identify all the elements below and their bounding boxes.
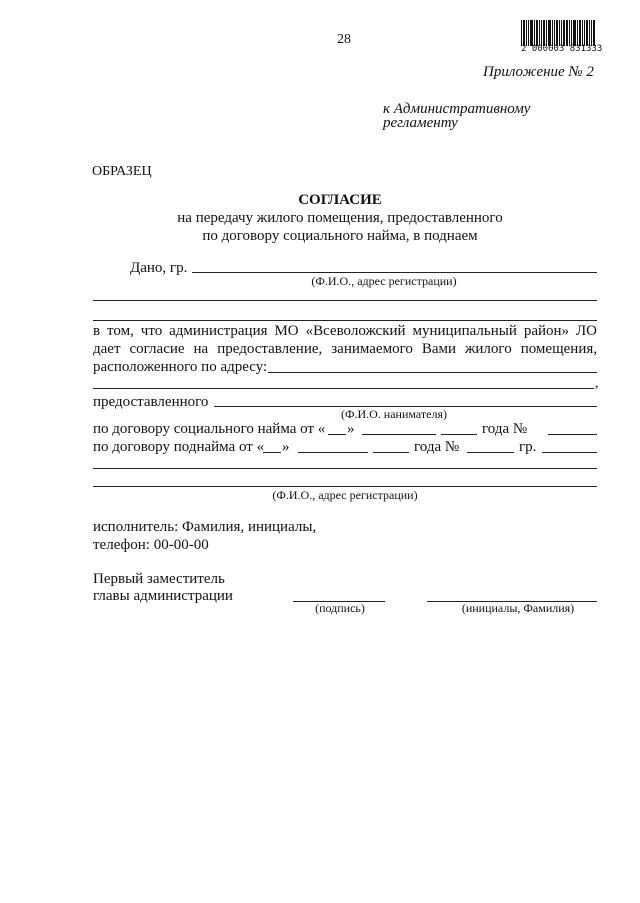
- document-title: СОГЛАСИЕ: [298, 192, 382, 208]
- barcode-bar: [566, 20, 568, 46]
- barcode-bar: [541, 20, 542, 46]
- barcode-bar: [589, 20, 590, 46]
- paragraph-line1: в том, что администрация МО «Всеволожский муниципальный район» ЛО: [93, 323, 597, 339]
- barcode: [521, 20, 601, 46]
- address-line-2[interactable]: [93, 320, 597, 321]
- barcode-bar: [528, 20, 529, 46]
- appendix-to-line2: регламенту: [383, 115, 458, 131]
- social-contract-month-field[interactable]: [362, 434, 436, 435]
- signature-hint: (подпись): [315, 601, 365, 615]
- barcode-bar: [543, 20, 545, 46]
- year-no-label-1: года №: [482, 421, 528, 437]
- barcode-bar: [548, 20, 551, 46]
- executor-phone: телефон: 00-00-00: [93, 537, 209, 553]
- barcode-bar: [582, 20, 583, 46]
- barcode-bar: [552, 20, 553, 46]
- address-field-line[interactable]: [268, 372, 597, 373]
- barcode-bar: [526, 20, 527, 46]
- appendix-to-line1: к Административному: [383, 101, 531, 117]
- citizen-line-1[interactable]: [93, 468, 597, 469]
- executor-line1: исполнитель: Фамилия, инициалы,: [93, 519, 317, 535]
- position-line1: Первый заместитель: [93, 571, 225, 587]
- tenant-hint: (Ф.И.О. нанимателя): [340, 407, 448, 421]
- barcode-bar: [556, 20, 558, 46]
- sample-label: ОБРАЗЕЦ: [92, 164, 152, 179]
- barcode-bar: [539, 20, 540, 46]
- barcode-bar: [530, 20, 533, 46]
- document-subtitle-line2: по договору социального найма, в поднаем: [202, 228, 478, 244]
- address-line-1[interactable]: [93, 300, 597, 301]
- appendix-title: Приложение № 2: [483, 64, 594, 80]
- sublease-year-field[interactable]: [373, 452, 409, 453]
- social-contract-prefix: по договору социального найма от «: [93, 421, 326, 437]
- barcode-bar: [593, 20, 595, 46]
- year-no-label-2: года №: [414, 439, 460, 455]
- social-contract-year-field[interactable]: [441, 434, 477, 435]
- quote-close-1: »: [347, 421, 355, 437]
- given-fio-line[interactable]: [192, 272, 597, 273]
- barcode-bar: [559, 20, 560, 46]
- barcode-bar: [569, 20, 570, 46]
- barcode-bar: [573, 20, 576, 46]
- barcode-bar: [561, 20, 562, 46]
- name-hint: (инициалы, Фамилия): [461, 601, 575, 615]
- barcode-bar: [554, 20, 555, 46]
- provided-label: предоставленного: [93, 394, 209, 410]
- barcode-bar: [577, 20, 578, 46]
- social-contract-day-field[interactable]: [328, 434, 346, 435]
- barcode-bar: [521, 20, 522, 46]
- barcode-bar: [546, 20, 547, 46]
- paragraph-line3: расположенного по адресу:: [93, 359, 268, 375]
- barcode-number: 2 000003 831333: [521, 44, 603, 54]
- fio-address-hint: (Ф.И.О., адрес регистрации): [311, 274, 457, 288]
- barcode-bar: [563, 20, 565, 46]
- given-label: Дано, гр.: [130, 260, 188, 276]
- barcode-bar: [571, 20, 572, 46]
- position-line2: главы администрации: [93, 588, 233, 604]
- social-contract-number-field[interactable]: [548, 434, 597, 435]
- sublease-month-field[interactable]: [298, 452, 368, 453]
- quote-close-2: »: [282, 439, 290, 455]
- barcode-bar: [591, 20, 592, 46]
- barcode-bar: [534, 20, 535, 46]
- barcode-bar: [536, 20, 538, 46]
- comma: ,: [595, 376, 599, 391]
- sublease-prefix: по договору поднайма от «: [93, 439, 265, 455]
- sublease-citizen-field[interactable]: [542, 452, 597, 453]
- fio-address-hint-2: (Ф.И.О., адрес регистрации): [272, 488, 418, 502]
- sublease-number-field[interactable]: [467, 452, 514, 453]
- citizen-label: гр.: [519, 439, 537, 455]
- barcode-bar: [584, 20, 585, 46]
- paragraph-line2: дает согласие на предоставление, занимаемого Вами жилого помещения,: [93, 341, 597, 357]
- barcode-bar: [523, 20, 525, 46]
- document-subtitle-line1: на передачу жилого помещения, предоставленного: [177, 210, 503, 226]
- address-field-line-2[interactable]: [93, 388, 594, 389]
- barcode-bar: [579, 20, 581, 46]
- page-number: 28: [337, 32, 351, 47]
- barcode-bar: [586, 20, 588, 46]
- sublease-day-field[interactable]: [263, 452, 281, 453]
- citizen-line-2[interactable]: [93, 486, 597, 487]
